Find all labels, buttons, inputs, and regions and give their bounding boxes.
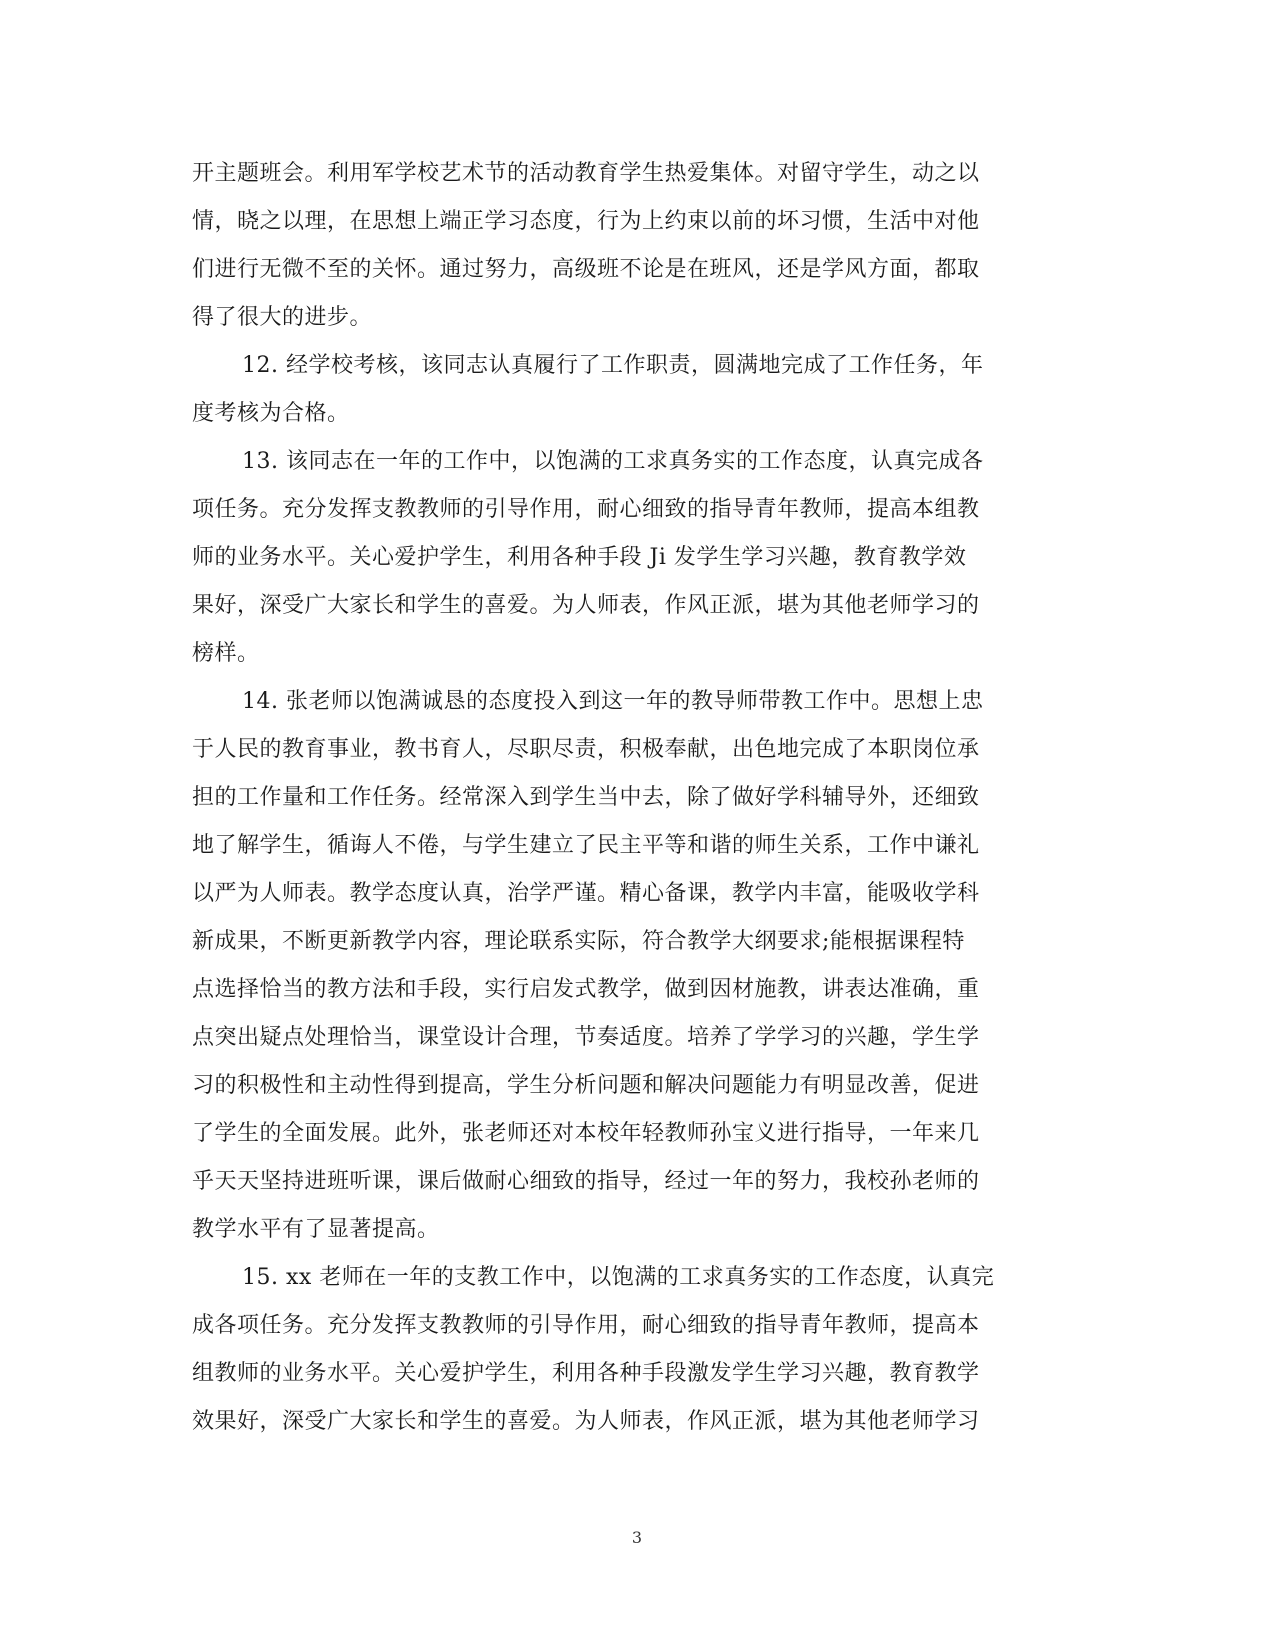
text-line: 们进行无微不至的关怀。通过努力，高级班不论是在班风，还是学风方面，都取: [192, 257, 980, 282]
text-line: 组教师的业务水平。关心爱护学生，利用各种手段激发学生学习兴趣，教育教学: [192, 1361, 980, 1386]
paragraph-item-13: [192, 438, 1072, 678]
text-line: 开主题班会。利用军学校艺术节的活动教育学生热爱集体。对留守学生，动之以: [192, 161, 980, 186]
text-line: 项任务。充分发挥支教教师的引导作用，耐心细致的指导青年教师，提高本组教: [192, 497, 980, 522]
text-line: 13. 该同志在一年的工作中，以饱满的工求真务实的工作态度，认真完成各: [242, 449, 984, 474]
paragraph-continuation: [192, 150, 1072, 342]
text-line: 师的业务水平。关心爱护学生，利用各种手段 Ji 发学生学习兴趣，教育教学效: [192, 545, 967, 570]
text-line: 度考核为合格。: [192, 401, 350, 426]
text-line: 新成果，不断更新教学内容，理论联系实际，符合教学大纲要求;能根据课程特: [192, 929, 965, 954]
page-number: 3: [631, 1528, 643, 1547]
text-line: 点选择恰当的教方法和手段，实行启发式教学，做到因材施教，讲表达准确，重: [192, 977, 980, 1002]
text-line: 榜样。: [192, 641, 260, 666]
text-line: 了学生的全面发展。此外，张老师还对本校年轻教师孙宝义进行指导，一年来几: [192, 1121, 980, 1146]
text-line: 果好，深受广大家长和学生的喜爱。为人师表，作风正派，堪为其他老师学习的: [192, 593, 980, 618]
text-line: 地了解学生，循诲人不倦，与学生建立了民主平等和谐的师生关系，工作中谦礼: [192, 833, 980, 858]
text-line: 教学水平有了显著提高。: [192, 1217, 440, 1242]
paragraph-item-14: [192, 678, 1072, 1254]
text-line: 效果好，深受广大家长和学生的喜爱。为人师表，作风正派，堪为其他老师学习: [192, 1409, 980, 1434]
text-line: 成各项任务。充分发挥支教教师的引导作用，耐心细致的指导青年教师，提高本: [192, 1313, 980, 1338]
text-line: 12. 经学校考核，该同志认真履行了工作职责，圆满地完成了工作任务，年: [242, 353, 984, 378]
text-line: 情，晓之以理，在思想上端正学习态度，行为上约束以前的坏习惯，生活中对他: [192, 209, 980, 234]
text-line: 15. xx 老师在一年的支教工作中，以饱满的工求真务实的工作态度，认真完: [242, 1265, 995, 1290]
paragraph-item-12: [192, 342, 1072, 438]
text-line: 习的积极性和主动性得到提高，学生分析问题和解决问题能力有明显改善，促进: [192, 1073, 980, 1098]
text-line: 乎天天坚持进班听课，课后做耐心细致的指导，经过一年的努力，我校孙老师的: [192, 1169, 980, 1194]
text-line: 14. 张老师以饱满诚恳的态度投入到这一年的教导师带教工作中。思想上忠: [242, 689, 984, 714]
text-line: 于人民的教育事业，教书育人，尽职尽责，积极奉献，出色地完成了本职岗位承: [192, 737, 980, 762]
text-line: 以严为人师表。教学态度认真，治学严谨。精心备课，教学内丰富，能吸收学科: [192, 881, 980, 906]
text-line: 得了很大的进步。: [192, 305, 373, 330]
paragraph-item-15: [192, 1254, 1072, 1446]
text-line: 担的工作量和工作任务。经常深入到学生当中去，除了做好学科辅导外，还细致: [192, 785, 980, 810]
text-line: 点突出疑点处理恰当，课堂设计合理，节奏适度。培养了学学习的兴趣，学生学: [192, 1025, 980, 1050]
document-body: [192, 150, 1072, 1446]
